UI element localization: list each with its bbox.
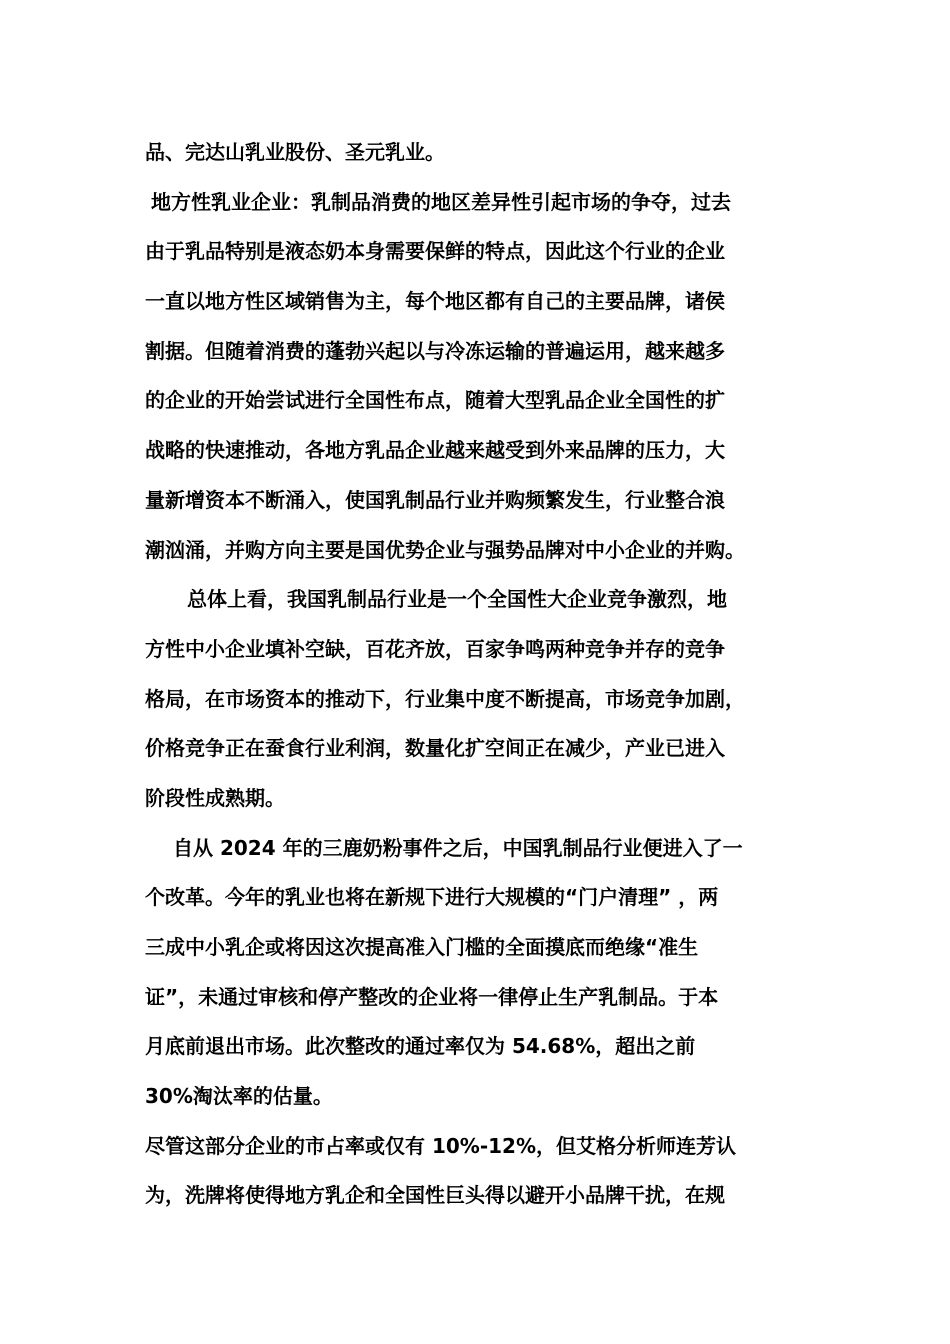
text-line: 三成中小乳企或将因这次提高准入门槛的全面摸底而绝缘“准生 — [145, 935, 699, 959]
text-line: 地方性乳业企业：乳制品消费的地区差异性引起市场的争夺，过去 — [151, 189, 731, 214]
text-line: 格局，在市场资本的推动下，行业集中度不断提高，市场竞争加剧， — [145, 686, 745, 711]
text-line: 由于乳品特别是液态奶本身需要保鲜的特点，因此这个行业的企业 — [145, 239, 725, 264]
text-line: 的企业的开始尝试进行全国性布点，随着大型乳品企业全国性的扩 — [145, 388, 725, 413]
text-line: 品、完达山乳业股份、圣元乳业。 — [145, 140, 445, 164]
text-line: 总体上看，我国乳制品行业是一个全国性大企业竞争激烈，地 — [187, 587, 727, 612]
text-line: 价格竞争正在蚕食行业利润，数量化扩空间正在减少，产业已进入 — [145, 736, 725, 761]
text-line: 战略的快速推动，各地方乳品企业越来越受到外来品牌的压力，大 — [145, 438, 725, 463]
text-line: 方性中小企业填补空缺，百花齐放，百家争鸣两种竞争并存的竞争 — [145, 636, 725, 661]
text-line: 量新增资本不断涌入，使国乳制品行业并购频繁发生，行业整合浪 — [145, 487, 725, 512]
text-line: 个改革。今年的乳业也将在新规下进行大规模的“门户清理” ，两 — [145, 885, 719, 910]
text-line: 尽管这部分企业的市占率或仅有 10%-12%，但艾格分析师连芳认 — [145, 1133, 737, 1158]
text-line: 自从 2024 年的三鹿奶粉事件之后，中国乳制品行业便进入了一 — [173, 835, 743, 860]
text-line: 月底前退出市场。此次整改的通过率仅为 54.68%，超出之前 — [145, 1034, 696, 1059]
text-line: 潮汹涌，并购方向主要是国优势企业与强势品牌对中小企业的并购。 — [145, 537, 745, 562]
text-line: 阶段性成熟期。 — [145, 785, 285, 810]
document-body — [145, 128, 825, 1221]
text-line: 割据。但随着消费的蓬勃兴起以与冷冻运输的普遍运用，越来越多 — [145, 338, 725, 363]
text-line: 一直以地方性区域销售为主，每个地区都有自己的主要品牌，诸侯 — [145, 289, 725, 314]
text-line: 为，洗牌将使得地方乳企和全国性巨头得以避开小品牌干扰，在规 — [145, 1183, 725, 1208]
text-line: 30%淘汰率的估量。 — [145, 1084, 333, 1109]
text-line: 证”，未通过审核和停产整改的企业将一律停止生产乳制品。于本 — [145, 984, 719, 1009]
